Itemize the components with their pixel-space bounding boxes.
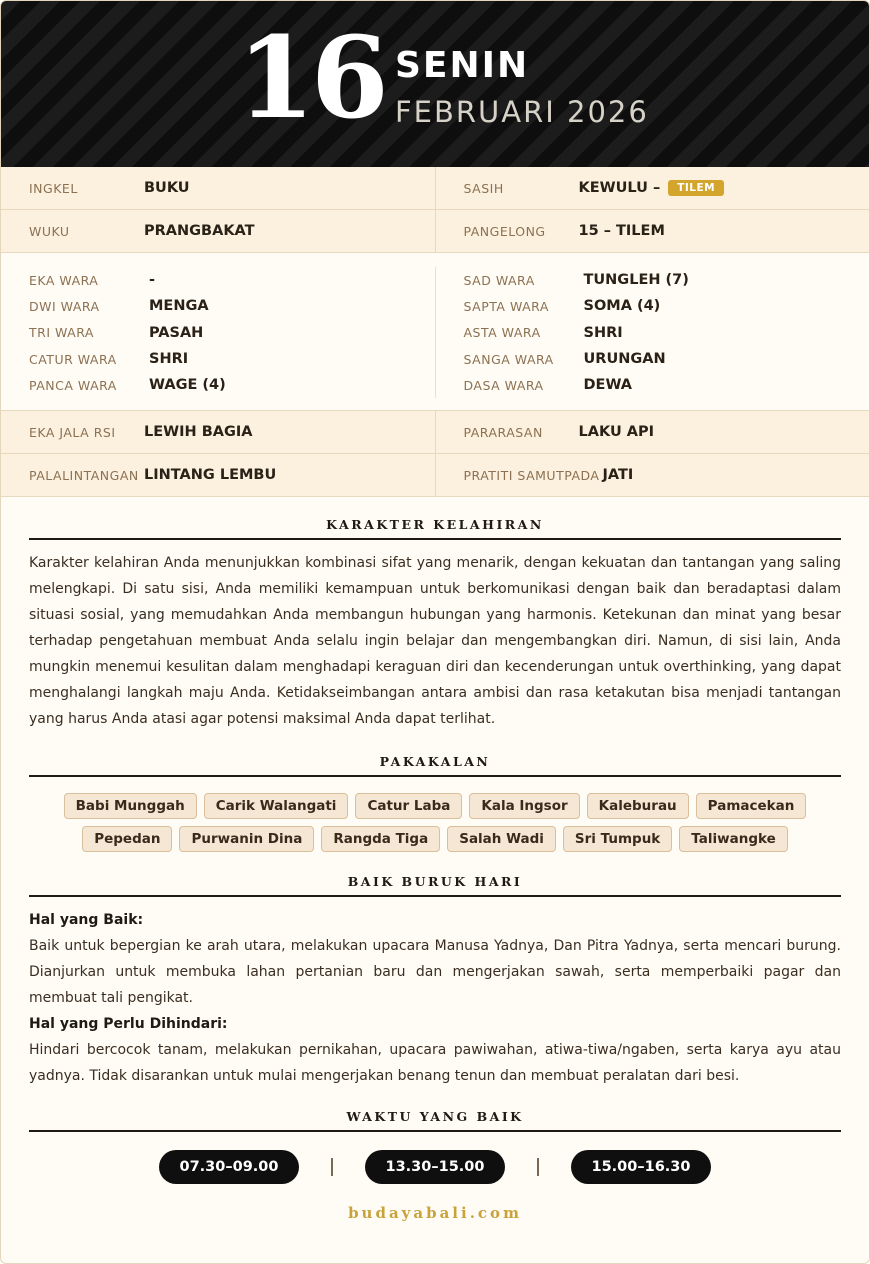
wara-column-right [435, 267, 870, 398]
footer-site[interactable]: budayabali.com [348, 1204, 522, 1223]
wara-label: SAPTA WARA [463, 298, 549, 314]
wara-label: CATUR WARA [29, 351, 117, 367]
pararasan-cell [435, 411, 870, 453]
pakakalan-tag: Pepedan [82, 826, 172, 852]
wara-value: SHRI [583, 324, 623, 341]
pakakalan-tag: Salah Wadi [447, 826, 556, 852]
ingkel-value: BUKU [144, 180, 190, 196]
waktu-title: WAKTU YANG BAIK [29, 1109, 841, 1132]
pangelong-value: 15 – TILEM [578, 223, 665, 239]
tilem-badge: TILEM [668, 180, 724, 196]
pakakalan-tag: Kala Ingsor [469, 793, 579, 819]
wara-column-left [1, 267, 435, 398]
wara-label: EKA WARA [29, 272, 99, 288]
baik-buruk-title: BAIK BURUK HARI [29, 874, 841, 897]
wara-row-sanga [464, 346, 870, 372]
wara-value: WAGE (4) [149, 377, 226, 394]
karakter-text: Karakter kelahiran Anda menunjukkan kombinasi sifat yang menarik, dengan kekuatan dan tantangan yang saling melengkapi. Di satu sisi, Anda memiliki kemampuan untuk berkomunikasi dengan baik dan beradaptasi dalam situasi sosial, yang memudahkan Anda membangun hubungan yang harmonis. Ketekunan dan minat yang besar terhadap pengetahuan membuat Anda selalu ingin belajar dan mengembangkan diri. Namun, di sisi lain, Anda mungkin menemui kesulitan dalam menghadapi keraguan diri dan kecenderungan untuk overthinking, yang dapat menghalangi langkah maju Anda. Ketidakseimbangan antara ambisi dan rasa ketakutan bisa menjadi tantangan yang harus Anda atasi agar potensi maksimal Anda dapat terlihat. [29, 555, 841, 728]
pakakalan-tag: Carik Walangati [204, 793, 349, 819]
wuku-cell [1, 210, 435, 252]
pakakalan-tag: Kaleburau [587, 793, 689, 819]
pakakalan-tags [57, 793, 813, 852]
wara-label: TRI WARA [29, 325, 94, 341]
wara-value: URUNGAN [583, 351, 666, 368]
pakakalan-tag: Sri Tumpuk [563, 826, 672, 852]
wara-row-sapta [464, 293, 870, 319]
eka-jala-rsi-value: LEWIH BAGIA [144, 424, 253, 441]
wara-value: MENGA [149, 298, 209, 315]
day-name: SENIN [395, 45, 530, 86]
good-text: Baik untuk bepergian ke arah utara, melakukan upacara Manusa Yadnya, Dan Pitra Yadnya, serta mencari burung. Dianjurkan untuk membuka lahan pertanian baru dan mengerjakan sawah, serta memperbaiki pagar dan membuat tali pengikat. [29, 938, 841, 1007]
eka-jala-rsi-cell [1, 411, 435, 453]
wara-row-dasa [464, 372, 870, 398]
wara-row-sad [464, 267, 870, 293]
wara-row-catur [29, 346, 435, 372]
pakakalan-tag: Pamacekan [696, 793, 807, 819]
slot-divider [537, 1158, 539, 1176]
pangelong-cell [435, 210, 870, 252]
eka-jala-rsi-label: EKA JALA RSI [29, 424, 116, 440]
karakter-title: KARAKTER KELAHIRAN [29, 517, 841, 540]
wara-row-panca [29, 372, 435, 398]
wuku-value: PRANGBAKAT [144, 223, 255, 239]
bad-heading: Hal yang Perlu Dihindari: [29, 1016, 228, 1033]
wara-value: DEWA [583, 377, 633, 394]
wara-label: ASTA WARA [463, 325, 541, 341]
pakakalan-tag: Rangda Tiga [321, 826, 440, 852]
wara-label: DASA WARA [463, 377, 544, 393]
wara-label: SANGA WARA [463, 351, 554, 367]
pratiti-samutpada-label: PRATITI SAMUTPADA [463, 467, 600, 483]
time-slot: 13.30–15.00 [365, 1150, 505, 1184]
palalintangan-label: PALALINTANGAN [29, 467, 139, 483]
wara-label: DWI WARA [29, 298, 100, 314]
pakakalan-tag: Taliwangke [679, 826, 787, 852]
info-row-ingkel [1, 167, 869, 210]
pararasan-value: LAKU API [578, 424, 655, 441]
day-number: 16 [237, 13, 385, 144]
time-slot: 15.00–16.30 [571, 1150, 711, 1184]
pakakalan-tag: Purwanin Dina [179, 826, 314, 852]
wara-value: PASAH [149, 324, 204, 341]
sasih-label: SASIH [463, 180, 504, 196]
pratiti-samutpada-cell [435, 454, 870, 496]
wara-row-tri [29, 320, 435, 346]
info-row-palalintangan [1, 454, 869, 497]
date-header [1, 1, 869, 167]
wuku-label: WUKU [29, 223, 70, 239]
wara-block [1, 253, 869, 411]
wara-row-asta [464, 320, 870, 346]
wara-label: PANCA WARA [29, 377, 117, 393]
time-slots [1, 1150, 869, 1184]
wara-row-eka [29, 267, 435, 293]
pakakalan-tag: Catur Laba [355, 793, 462, 819]
palalintangan-value: LINTANG LEMBU [144, 467, 277, 484]
wara-row-dwi [29, 293, 435, 319]
ingkel-label: INGKEL [29, 180, 78, 196]
time-slot: 07.30–09.00 [159, 1150, 299, 1184]
sasih-cell [435, 167, 870, 209]
pararasan-label: PARARASAN [463, 424, 543, 440]
wara-label: SAD WARA [463, 272, 535, 288]
bad-text: Hindari bercocok tanam, melakukan pernikahan, upacara pawiwahan, atiwa-tiwa/ngaben, serta karya ayu atau yadnya. Tidak disarankan untuk mulai mengerjakan benang tenun dan membuat peralatan dari besi. [29, 1042, 841, 1085]
ingkel-cell [1, 167, 435, 209]
sasih-value: KEWULU – [578, 180, 661, 196]
wara-value: SHRI [149, 351, 189, 368]
pakakalan-tag: Babi Munggah [64, 793, 197, 819]
palalintangan-cell [1, 454, 435, 496]
info-row-eka-jala-rsi [1, 411, 869, 454]
pangelong-label: PANGELONG [463, 223, 546, 239]
pakakalan-title: PAKAKALAN [29, 754, 841, 777]
slot-divider [331, 1158, 333, 1176]
good-heading: Hal yang Baik: [29, 912, 144, 929]
wara-value: - [149, 272, 156, 289]
pratiti-samutpada-value: JATI [602, 467, 634, 484]
wara-value: SOMA (4) [583, 298, 661, 315]
wara-value: TUNGLEH (7) [583, 272, 689, 289]
info-row-wuku [1, 210, 869, 253]
month-year: FEBRUARI 2026 [395, 95, 649, 129]
